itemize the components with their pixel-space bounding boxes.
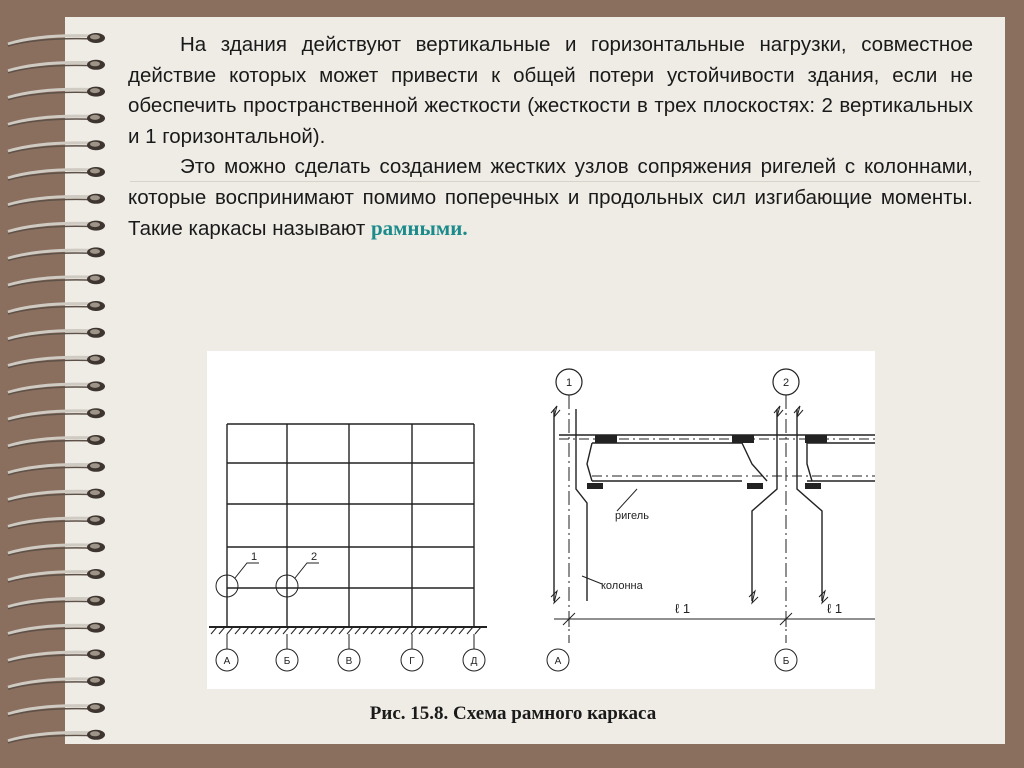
detail-axis-label-a: А — [554, 656, 562, 667]
figure-box — [207, 351, 875, 689]
span-label-1: ℓ 1 — [675, 601, 691, 616]
detail-top-label-2: 2 — [782, 377, 790, 389]
axis-label-g: Г — [409, 656, 415, 667]
column-label: колонна — [601, 580, 643, 592]
frame-grid — [227, 424, 474, 627]
node-label-2: 2 — [311, 551, 318, 563]
rigel-label: ригель — [615, 510, 649, 522]
detail-axis-label-b: Б — [782, 656, 790, 667]
highlight-period: . — [462, 216, 468, 240]
axis-label-b: Б — [283, 656, 291, 667]
paragraph-2 — [128, 152, 973, 245]
ground-hatching — [211, 627, 481, 634]
axis-label-v: В — [345, 656, 353, 667]
paragraph-1: На здания действуют вертикальные и горизонтальные нагрузки, совместное действие которых может привести к общей потери устойчивости здания, если не обеспечить пространственной жесткости (жесткости в трех плоскостях: 2 вертикальных и 1 горизонтальной). — [128, 33, 973, 148]
highlight-term: рамными — [370, 216, 463, 240]
figure-caption: Рис. 15.8. Схема рамного каркаса — [369, 703, 657, 724]
frame-diagram — [207, 351, 875, 689]
node-label-1: 1 — [251, 551, 258, 563]
body-text — [128, 30, 973, 245]
axis-label-d: Д — [470, 656, 478, 667]
detail-top-label-1: 1 — [565, 377, 573, 389]
axis-label-a: А — [223, 656, 231, 667]
paragraph-2-main: Это можно сделать созданием жестких узлов сопряжения ригелей с колоннами, которые воспринимают помимо поперечных и продольных сил изгибающие моменты. Такие каркасы называют — [128, 155, 973, 240]
span-label-2: ℓ 1 — [827, 601, 843, 616]
